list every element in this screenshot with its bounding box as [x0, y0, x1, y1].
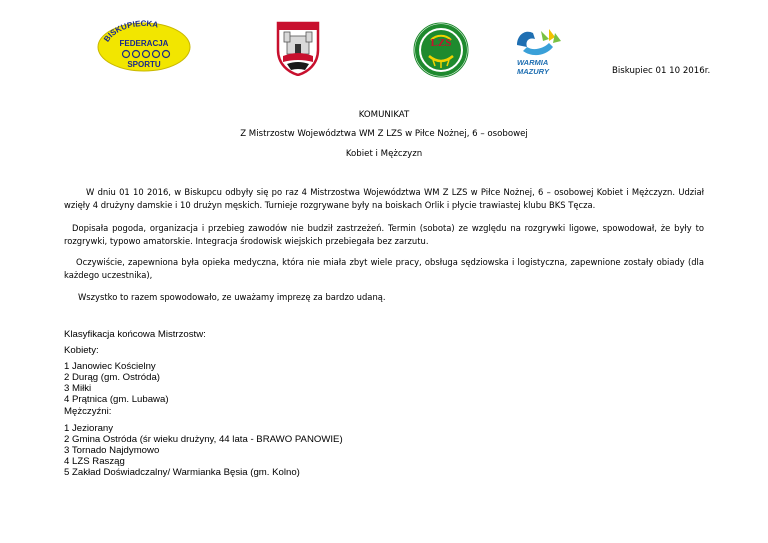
document-subtitle: Z Mistrzostw Województwa WM Z LZS w Piłce Nożnej, 6 – osobowej [240, 129, 528, 139]
svg-text:FEDERACJA: FEDERACJA [119, 39, 169, 48]
paragraph-4: Wszystko to razem spowodowało, ze uważamy imprezę za bardzo udaną. [78, 292, 386, 302]
coat-of-arms-logo [275, 20, 321, 76]
paragraph-1: W dniu 01 10 2016, w Biskupcu odbyły się po raz 4 Mistrzostwa Województwa WM Z LZS w Piłce Nożnej, 6 – osobowej Kobiet i Mężczyzn. Udział wzięły 4 drużyny damskie i 10 drużyn męskich. Turnieje rozgrywane były na boiskach Orlik i płycie trawiastej klubu BKS Tęcza. [64, 187, 704, 210]
list-item: 5 Zakład Doświadczalny/ Warmianka Bęsia (gm. Kolno) [64, 467, 300, 478]
list-item: 2 Durąg (gm. Ostróda) [64, 372, 160, 383]
list-item: 4 LZS Rasząg [64, 456, 125, 467]
list-item: 1 Janowiec Kościelny [64, 361, 156, 372]
document-subtitle-2: Kobiet i Mężczyzn [345, 149, 423, 159]
lzs-logo [413, 22, 469, 78]
document-title: KOMUNIKAT [358, 110, 410, 120]
svg-text:SPORTU: SPORTU [127, 60, 161, 69]
list-item: 4 Prątnica (gm. Lubawa) [64, 394, 169, 405]
men-label: Mężczyźni: [64, 406, 112, 417]
warmia-mazury-logo [513, 25, 567, 77]
svg-text:MAZURY: MAZURY [517, 67, 549, 76]
women-list [64, 361, 169, 405]
women-label: Kobiety: [64, 345, 99, 356]
list-item: 2 Gmina Ostróda (śr wieku drużyny, 44 lata - BRAWO PANOWIE) [64, 434, 343, 445]
federation-logo [96, 20, 192, 72]
men-list [64, 423, 343, 478]
classification-heading: Klasyfikacja końcowa Mistrzostw: [64, 329, 206, 340]
list-item: 3 Miłki [64, 383, 92, 394]
list-item: 1 Jeziorany [64, 423, 114, 434]
paragraph-2: Dopisała pogoda, organizacja i przebieg zawodów nie budził zastrzeżeń. Termin (sobota) ze względu na rozgrywki ligowe, spowodował, że były to rozgrywki, typowo amatorskie. Integracja środowisk wiejskich przebiegała bez zarzutu. [64, 223, 704, 246]
svg-text:BISKUPIECKA: BISKUPIECKA [102, 20, 160, 44]
svg-text:WARMIA: WARMIA [517, 58, 549, 67]
svg-text:LZS: LZS [430, 37, 452, 49]
paragraph-3: Oczywiście, zapewniona była opieka medyczna, która nie miała zbyt wiele pracy, obsługa sędziowska i logistyczna, zapewnione zostały obiady (dla każdego uczestnika), [64, 257, 704, 280]
list-item: 3 Tornado Najdymowo [64, 445, 160, 456]
document-date: Biskupiec 01 10 2016r. [612, 66, 711, 76]
